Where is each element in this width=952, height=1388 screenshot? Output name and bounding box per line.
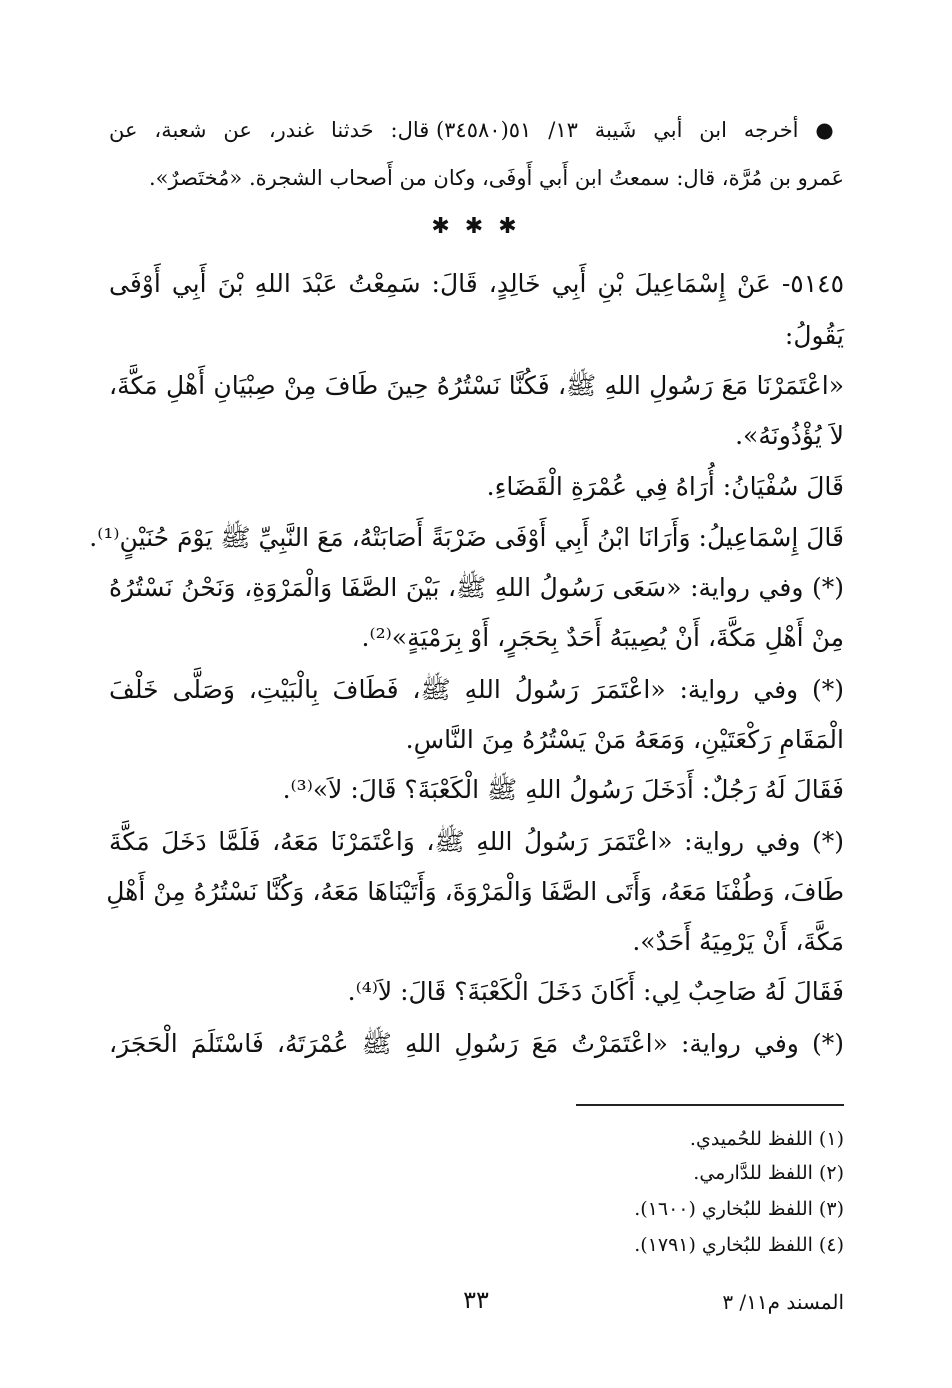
- riwaya-4-line-1: (*) وفي رواية: «اعْتَمَرْتُ مَعَ رَسُولِ اللهِ ﷺ عُمْرَتَهُ، فَاسْتَلَمَ الْحَجَرَ،: [109, 1029, 844, 1058]
- riwaya-2-line-1: (*) وفي رواية: «اعْتَمَرَ رَسُولُ اللهِ ﷺ، فَطَافَ بِالْبَيْتِ، وَصَلَّى خَلْفَ: [109, 675, 844, 704]
- hadith-text-line-2: لاَ يُؤْذُونَهُ».: [735, 421, 844, 450]
- footnote-4: (٤) اللفظ للبُخاري (١٧٩١).: [634, 1234, 844, 1256]
- takhrij-line-1: ● أخرجه ابن أبي شَيبة ١٣/ ٥١(٣٤٥٨٠) قال: حَدثنا غندر، عن شعبة، عن: [109, 118, 844, 142]
- hadith-text-line-1: «اعْتَمَرْنَا مَعَ رَسُولِ اللهِ ﷺ، فَكُنَّا نَسْتُرُهُ حِينَ طَافَ مِنْ صِبْيَانِ أَهْلِ مَكَّةَ،: [109, 371, 844, 400]
- page-number: ٣٣: [463, 1286, 489, 1314]
- riwaya-3-line-1: (*) وفي رواية: «اعْتَمَرَ رَسُولُ اللهِ ﷺ، وَاعْتَمَرْنَا مَعَهُ، فَلَمَّا دَخَلَ مَكَّةَ: [109, 827, 844, 856]
- footnote-2: (٢) اللفظ للدَّارمي.: [693, 1162, 844, 1184]
- riwaya-3-line-2: طَافَ، وَطُفْنَا مَعَهُ، وَأَتَى الصَّفَا وَالْمَرْوَةَ، وَأَتَيْنَاهَا مَعَهُ، وَكُنَّا نَسْتُرُهُ مِنْ أَهْلِ: [106, 877, 844, 906]
- riwaya-3-line-4: فَقَالَ لَهُ صَاحِبٌ لِي: أَكَانَ دَخَلَ الْكَعْبَةَ؟ قَالَ: لاَ⁽⁴⁾.: [347, 977, 844, 1006]
- sufyan-comment: قَالَ سُفْيَانُ: أُرَاهُ فِي عُمْرَةِ الْقَضَاءِ.: [486, 472, 844, 501]
- riwaya-1-line-1: (*) وفي رواية: «سَعَى رَسُولُ اللهِ ﷺ، بَيْنَ الصَّفَا وَالْمَرْوَةِ، وَنَحْنُ نَسْتُرُهُ: [109, 573, 844, 602]
- takhrij-line-2: عَمرو بن مُرَّة، قال: سمعتُ ابن أَبي أَوفَى، وكان من أَصحاب الشجرة. «مُختَصرٌ».: [148, 166, 844, 190]
- footnote-3: (٣) اللفظ للبُخاري (١٦٠٠).: [634, 1198, 844, 1220]
- riwaya-2-line-3: فَقَالَ لَهُ رَجُلٌ: أَدَخَلَ رَسُولُ اللهِ ﷺ الْكَعْبَةَ؟ قَالَ: لاَ»⁽³⁾.: [282, 775, 844, 804]
- footnote-divider: [576, 1104, 844, 1106]
- hadith-heading-line-2: يَقُولُ:: [784, 321, 844, 350]
- riwaya-3-line-3: مَكَّةَ، أَنْ يَرْمِيَهُ أَحَدٌ».: [632, 927, 844, 956]
- footnote-1: (١) اللفظ للحُميدي.: [689, 1128, 844, 1150]
- hadith-heading-line-1: ٥١٤٥- عَنْ إِسْمَاعِيلَ بْنِ أَبِي خَالِدٍ، قَالَ: سَمِعْتُ عَبْدَ اللهِ بْنَ أَبِي أَوْفَى: [109, 269, 844, 298]
- riwaya-2-line-2: الْمَقَامِ رَكْعَتَيْنِ، وَمَعَهُ مَنْ يَسْتُرُهُ مِنَ النَّاسِ.: [405, 725, 844, 754]
- riwaya-1-line-2: مِنْ أَهْلِ مَكَّةَ، أَنْ يُصِيبَهُ أَحَدٌ بِحَجَرٍ، أَوْ بِرَمْيَةٍ»⁽²⁾.: [361, 623, 844, 652]
- signature-mark: المسند م١١/ ٣: [722, 1290, 844, 1314]
- ismail-comment: قَالَ إِسْمَاعِيلُ: وَأَرَانَا ابْنُ أَبِي أَوْفَى ضَرْبَةً أَصَابَتْهُ، مَعَ النَّبِيِّ ﷺ يَوْمَ حُنَيْنٍ⁽¹⁾.: [89, 523, 844, 552]
- section-separator: ✱ ✱ ✱: [431, 214, 521, 239]
